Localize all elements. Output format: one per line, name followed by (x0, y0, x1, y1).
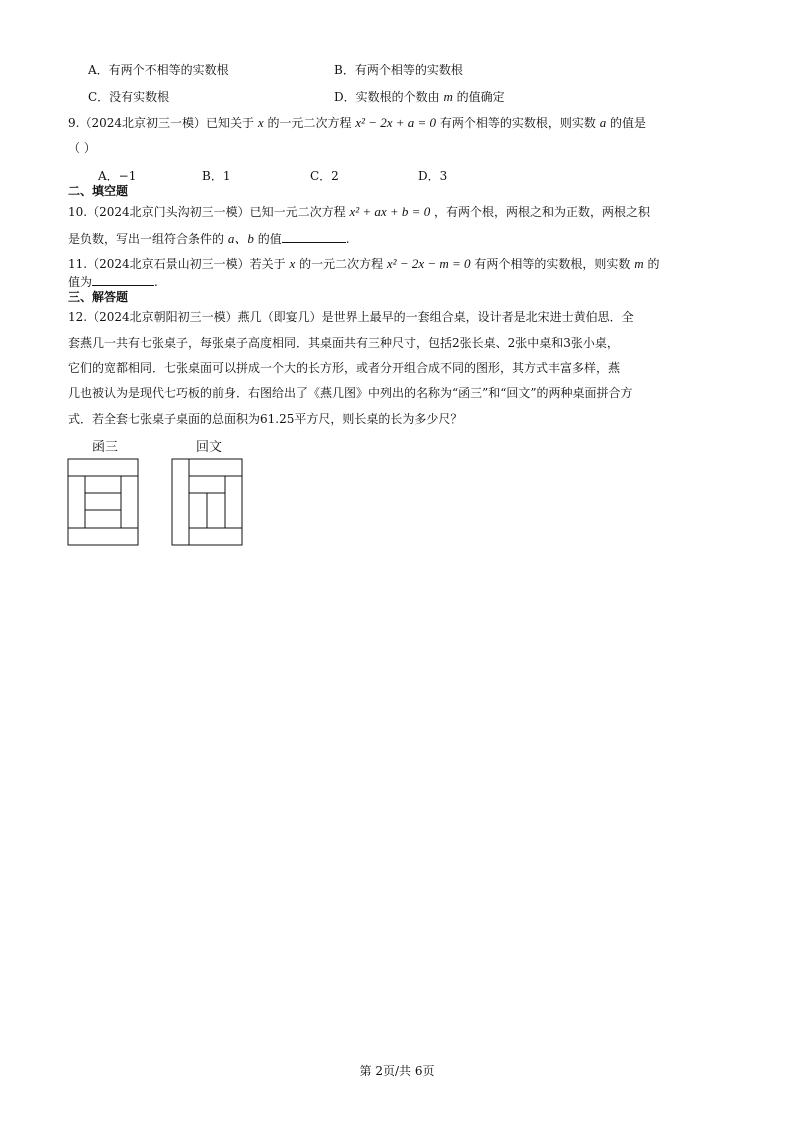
q11-answer-blank[interactable] (92, 274, 154, 286)
q12-line2: 套燕几一共有七张桌子，每张桌子高度相同．其桌面共有三种尺寸，包括2张长桌、2张中桌和3张小桌， (68, 336, 619, 350)
q9-option-d: D．3 (418, 169, 448, 183)
figure-caption-huiwen: 回文 (196, 440, 223, 455)
q10-answer-blank[interactable] (282, 231, 346, 243)
huiwen-table-diagram (171, 458, 245, 546)
page-footer: 第 2页/共 6页 (359, 1064, 435, 1078)
q12-line4: 几也被认为是现代七巧板的前身．右图给出了《燕几图》中列出的名称为“函三”和“回文”的两种桌面拼合方 (68, 386, 633, 400)
q12-line5: 式．若全套七张桌子桌面的总面积为61.25平方尺，则长桌的长为多少尺？ (68, 412, 463, 426)
q12-line3: 它们的宽都相同．七张桌面可以拼成一个大的长方形，或者分开组合成不同的图形，其方式丰富多样，燕 (68, 361, 621, 375)
q8-option-a: A．有两个不相等的实数根 (88, 63, 229, 77)
q9-option-a: A．−1 (98, 169, 137, 183)
hansan-table-diagram (67, 458, 141, 546)
q10-line2: 是负数，写出一组符合条件的 a、b 的值 . (68, 231, 350, 246)
q10-equation: x² + ax + b = 0 (349, 204, 431, 219)
section-title-fill-blank: 二、填空题 (68, 184, 129, 198)
q10-stem: 10.（2024北京门头沟初三一模）已知一元二次方程 x² + ax + b = 0 ，有两个根，两根之和为正数，两根之积 (68, 204, 651, 219)
q9-paren: （ ） (68, 141, 96, 155)
q8-option-b: B．有两个相等的实数根 (334, 63, 463, 77)
q8-option-c: C．没有实数根 (88, 90, 170, 104)
q9-option-b: B．1 (202, 169, 231, 183)
q8-option-d: D．实数根的个数由 m 的值确定 (334, 89, 505, 104)
section-title-solve: 三、解答题 (68, 290, 129, 304)
q11-equation: x² − 2x − m = 0 (386, 256, 471, 271)
q9-equation: x² − 2x + a = 0 (355, 115, 437, 130)
q11-stem: 11.（2024北京石景山初三一模）若关于 x 的一元二次方程 x² − 2x − m = 0 有两个相等的实数根，则实数 m 的 (68, 256, 660, 271)
q9-stem: 9.（2024北京初三一模）已知关于 x 的一元二次方程 x² − 2x + a = 0 有两个相等的实数根，则实数 a 的值是 (68, 115, 647, 130)
q9-option-c: C．2 (310, 169, 339, 183)
figure-caption-hansan: 函三 (92, 440, 119, 455)
q11-line2: 值为 . (68, 275, 158, 289)
q12-line1: 12.（2024北京朝阳初三一模）燕几（即宴几）是世界上最早的一套组合桌，设计者是北宋进士黄伯思．全 (68, 310, 634, 324)
